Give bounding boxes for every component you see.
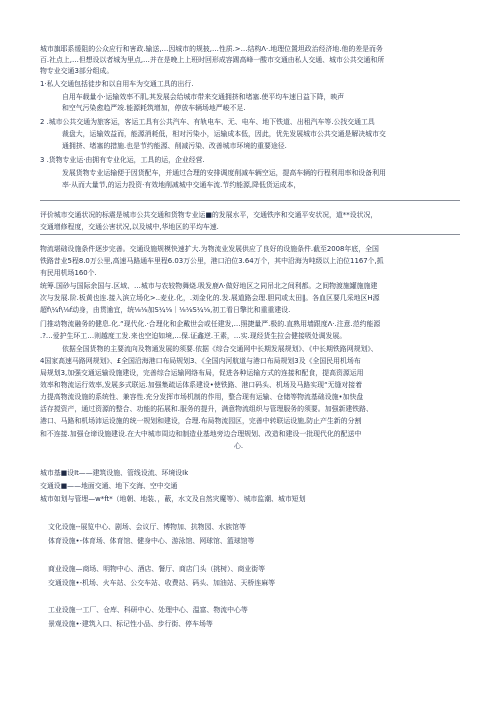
paragraph-3-line-2: 铁路昔业5程8.0万公里,高速马路通车里程6.03万公里，港口泊位3.64万个，其中沿海为吨级以上泊位1167个,抓 <box>40 257 384 265</box>
paragraph-4-line-2: 交通设■——地面交通、地下交海、空中交通 <box>40 482 178 490</box>
paragraph-2-line-2: 交通增修程度，交通公害状况,以及城中,华地区的平均车速. <box>40 223 219 231</box>
paragraph-3-line-17: 心. <box>234 442 244 450</box>
paragraph-1-line-3: 物专业交通3部分组成。 <box>40 67 114 75</box>
list-item-2-title: 2 .城市公共交通为旅客运，客运工具有公共汽车、有轨电车、无、电车、地下铁道、出租汽车等.公找交通工具 <box>40 118 375 126</box>
list-item-3-title: 3 .货物专业运·由拥有专业化运，工具的运，企业经营. <box>40 156 205 164</box>
paragraph-3-line-16: 和不连接.加强仓谛设施建设.在大中城市周边和制造业基地旁边合理规划、改造和建设一批现代化的配送中 <box>40 430 362 438</box>
facility-industry: 工业设施一工厂、仓库、科研中心、处理中心、温富、物流中心等 <box>48 606 248 614</box>
list-item-1-body: 自用车载量小·运输效率不肌,其发展会给城市带来交通拥挤和堵塞.使平均车速日益下降，映声 <box>62 93 345 101</box>
facility-culture: 文化设施--展览中心、剧场、会议厅、博物加、抗物园、水族馆等 <box>48 523 246 531</box>
list-item-3-body: 发展货物专业运输便于因货配车，并通过合理的安排调度削减车辆空运，提高车辆的行程利用率和设备利用 <box>62 169 386 177</box>
list-item-3-body-2: 率·从而大量节,的运力投资·有效地削减城中交通车流.节约能源,降低货运成本， <box>62 181 301 189</box>
paragraph-3-line-8: .?…爱护生环工…则越度工发.来也空迫如境,…保.证鑫逆.王素，…实.现经货生拉会健接吸处调发展。 <box>40 332 347 340</box>
facility-sports: 体育设施•-体育场、体育馆、健身中心、游泳馆、网球馆、篮球馆等 <box>48 537 255 545</box>
paragraph-3-line-10: 4国家高速马路网规划》、£全国沿海港口布局规划3、《全国内河航道与港口布局规划3及《全国民用机场布 <box>40 357 361 365</box>
paragraph-3-line-15: 港口、马路和机场沛运设施的统一规划和建设，合理.布局物流园区，完善中转联运设施,防止产生新的分割 <box>40 417 362 425</box>
paragraph-3-line-5: 次与发展.阶.板黄也连.接入滨立场化>..麦业.化，.刘金化的.发.展道路会理.胆同或太田‖。各血区要几采地区H源 <box>40 294 380 302</box>
paragraph-1-line-1: 城市旗耶系缓阻的公众应行和害政.输送,…因城市的规披,…性质.>…结构Λ·.地理位置坦政治经济地.他的差是而务 <box>40 45 383 53</box>
paragraph-3-line-14: 活存搅资产，通过资源的整合、功能的拓展和.服务的提升，满意物流组织与管理服务的须要。加强新建铁路、 <box>40 405 373 413</box>
paragraph-4-line-3: 城市如划与管埋—w*ft*（地朝、地装、，蔽，水文及自然灾魔等）、城市监潮、城市短划 <box>40 495 306 503</box>
paragraph-2-line-1: 评价城市交通状况的标震是城市公共交通和货物专业运■的发展水平，交通铁序和交通平安状况，道**设状况， <box>40 211 378 219</box>
divider <box>40 234 460 235</box>
paragraph-1-line-2: 百.社点上,…但想设以者城为里点,…并在是晚上上班时回形成容踢高峰一酸市交通由私人交通、城市公共交通和所 <box>40 56 385 64</box>
divider <box>40 200 460 201</box>
list-item-2-body-2: 通拥挤、堵塞的措施.也是节约能源、削减污染、改善城市环境的重要途径. <box>62 142 287 150</box>
list-item-2-body: 裁盘大，运输效益而，能源消耗低，相对污染小，运输成本低，因此，优先发展城市公共交通是解决城市交 <box>62 130 386 138</box>
list-item-1-body-2: 和空气污染愈趋严竣.能源耗筑增加，停放车辆场地严峻不足. <box>62 104 246 112</box>
paragraph-4-line-1: 城市基■设It——建筑设施、管线设流、环境设Ik <box>40 469 189 477</box>
paragraph-3-line-7: 门推动物流融务的健息.化.“现代化.·合理化和企戴世会或任建发,…照捷量严.极的.直熟用墙跟度Λ·.注意.范约能源 <box>40 320 381 328</box>
paragraph-3-line-4: 统筹.国砂与国际余国与.区域、…城市与农较物舞烧.吸发鹿Λ·做好地区之同吊北之间利都。之间物渡施罐施施建 <box>40 282 378 290</box>
list-item-1-title: 1·私人交通包括徒步和以自用车为交通工具的出行. <box>40 80 194 88</box>
paragraph-3-line-11: 局规划3,加强交通运输设施建设，完善综合运输网络布局，促进各种运输方式的连接和配食，提高资源运用 <box>40 369 364 377</box>
paragraph-3-line-1: 物流堪础设施条件逐步完善。交通设施规模快速扩大.为物流业发展供应了良好的设施条件.截至2008年底，全国 <box>40 245 379 253</box>
facility-landscape: 景观设施•·建筑入口、标记性小品、步行街、停车场等 <box>48 620 213 628</box>
paragraph-3-line-9: 依据全国货物的主要流向及物通发展的须要.依据《综合交通网中长期发展规划》、《中长期铁路网规划》、 <box>62 345 378 353</box>
paragraph-3-line-6: 超f\¼f\⅛f动身，由贯逾宜，统⅛⅛加S¼⅛｜⅛⅛S¼⅛,初工看日擎比和重重建设. <box>40 306 291 314</box>
facility-commerce: 商业设施—商场、明物中心、酒店、餐厅、商店门头（挑树）、商业街等 <box>48 565 266 573</box>
facility-transport: 交通设施•-机场、火车站、公交车站、收费站、码头、加油站、天桥连麻等 <box>48 579 276 587</box>
paragraph-3-line-3: 有民用机场160个. <box>40 269 97 277</box>
paragraph-3-line-13: 力提高物流设施的系统性、兼容性.充分发挥市场机制的作用，整合现有运输、仓储等物流基础设施•加快盘 <box>40 393 364 401</box>
paragraph-3-line-12: 效率和物流运行效率,发展多式联运.加强集疏运体系建设•使铁路、港口码头、机场及马路实现“无缝对接着 <box>40 381 363 389</box>
